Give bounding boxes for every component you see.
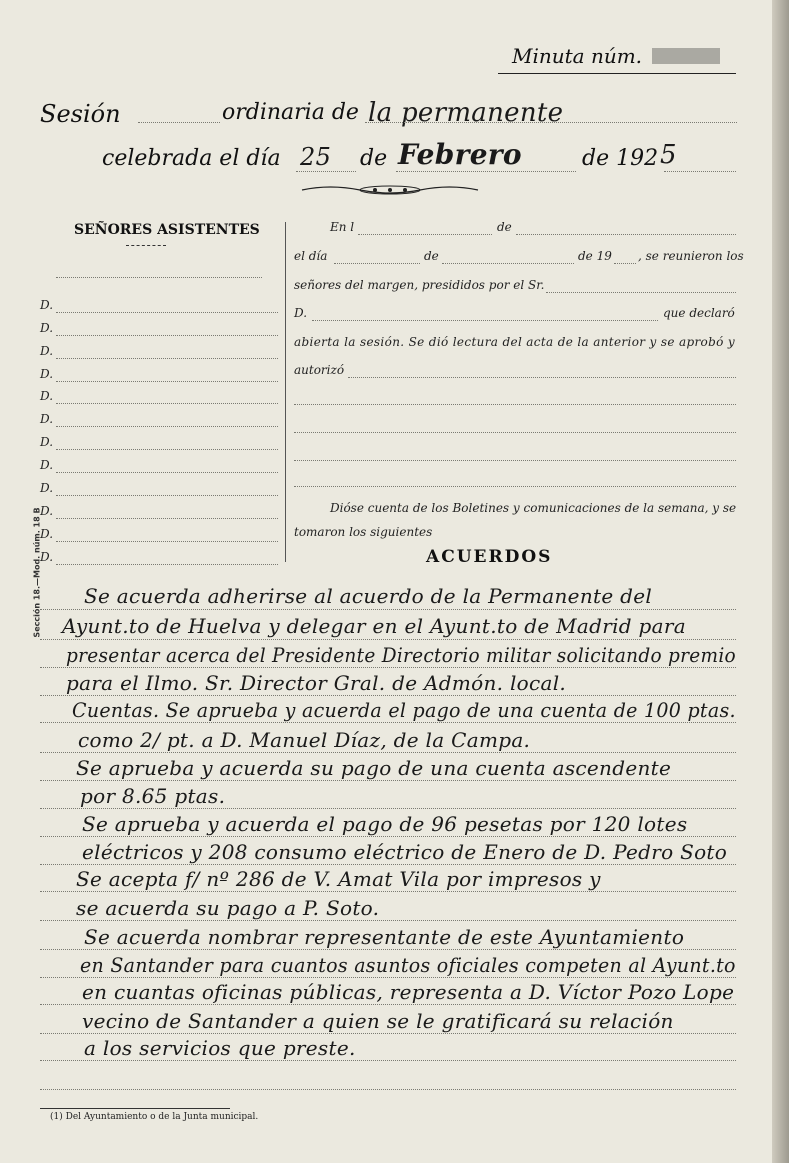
asistente-row: D.: [40, 344, 54, 358]
asistente-row: D.: [40, 298, 54, 312]
intro-diose: Dióse cuenta de los Boletines y comunicaciones de la semana, y se: [330, 501, 737, 515]
acuerdo-line: Se acuerda nombrar representante de este Ayuntamiento: [84, 925, 685, 949]
ordinaria-label: ordinaria de: [222, 100, 359, 125]
month-handwritten: Febrero: [398, 138, 522, 171]
celebrada-label: celebrada el día: [102, 146, 281, 171]
acuerdo-line: eléctricos y 208 consumo eléctrico de Enero de D. Pedro Soto: [82, 840, 728, 864]
intro-tomaron: tomaron los siguientes: [294, 525, 433, 539]
minuta-underline: [498, 73, 736, 74]
asistente-row: D.: [40, 481, 54, 495]
day-handwritten: 25: [300, 143, 332, 171]
intro-de: de: [497, 220, 512, 234]
year-handwritten: 5: [660, 140, 677, 170]
asistentes-title: SEÑORES ASISTENTES: [74, 222, 260, 238]
asistente-row: D.: [40, 389, 54, 403]
asistente-row: D.: [40, 550, 54, 564]
column-divider: [285, 222, 286, 562]
intro-autorizo: autorizó: [294, 363, 345, 377]
footnote-rule: [40, 1108, 230, 1109]
acuerdo-line: vecino de Santander a quien se le gratificará su relación: [82, 1009, 674, 1033]
intro-que-declaro: que declaró: [663, 306, 735, 320]
intro-se-reunieron: , se reunieron los: [638, 249, 744, 263]
acuerdo-line: Se acuerda adherirse al acuerdo de la Permanente del: [84, 584, 653, 608]
footnote: (1) Del Ayuntamiento o de la Junta municipal.: [50, 1112, 259, 1122]
de-label-1: de: [360, 146, 388, 171]
sesion-type-handwritten: la permanente: [368, 98, 564, 128]
intro-abierta: abierta la sesión. Se dió lectura del acta de la anterior y se aprobó y: [294, 335, 736, 349]
acuerdo-line: Se aprueba y acuerda su pago de una cuenta ascendente: [76, 756, 672, 780]
intro-de-19: de 19: [578, 249, 612, 263]
acuerdo-line: a los servicios que preste.: [84, 1036, 356, 1060]
acuerdo-line: para el Ilmo. Sr. Director Gral. de Admón. local.: [66, 671, 567, 695]
page-edge: [772, 0, 789, 1163]
intro-en-l: En l: [330, 220, 355, 234]
minuta-label: Minuta núm.: [512, 44, 643, 68]
sesion-label: Sesión: [40, 100, 121, 128]
intro-senores: señores del margen, presididos por el Sr.: [294, 278, 545, 292]
acuerdo-line: en cuantas oficinas públicas, representa a D. Víctor Pozo Lope: [82, 980, 735, 1004]
de-year-label: de 192: [582, 146, 659, 171]
acuerdo-line: presentar acerca del Presidente Directorio militar solicitando premio: [66, 643, 736, 667]
intro-de-2: de: [424, 249, 439, 263]
acuerdo-line: como 2/ pt. a D. Manuel Díaz, de la Campa.: [78, 728, 531, 752]
acuerdo-line: Se aprueba y acuerda el pago de 96 pesetas por 120 lotes: [82, 812, 688, 836]
acuerdos-title: ACUERDOS: [426, 547, 553, 567]
asistente-row: D.: [40, 412, 54, 426]
acuerdo-line: se acuerda su pago a P. Soto.: [76, 896, 380, 920]
asistente-row: D.: [40, 321, 54, 335]
form-model-note: Sección 18.—Mod. núm. 18 B: [32, 507, 42, 638]
acuerdo-line: por 8.65 ptas.: [80, 784, 226, 808]
minuta-number-box: [652, 48, 720, 64]
intro-d: D.: [294, 306, 308, 320]
acuerdo-line: en Santander para cuantos asuntos oficiales competen al Ayunt.to: [80, 953, 736, 977]
asistente-row: D.: [40, 435, 54, 449]
intro-el-dia: el día: [294, 249, 328, 263]
acuerdo-line: Ayunt.to de Huelva y delegar en el Ayunt.to de Madrid para: [62, 614, 686, 638]
acuerdo-line: Cuentas. Se aprueba y acuerda el pago de una cuenta de 100 ptas.: [72, 698, 736, 722]
acuerdo-line: Se acepta f/ nº 286 de V. Amat Vila por impresos y: [76, 867, 601, 891]
asistente-row: D.: [40, 504, 54, 518]
asistente-row: D.: [40, 367, 54, 381]
asistente-row: D.: [40, 458, 54, 472]
ornament-divider: [300, 182, 480, 198]
asistente-row: D.: [40, 527, 54, 541]
